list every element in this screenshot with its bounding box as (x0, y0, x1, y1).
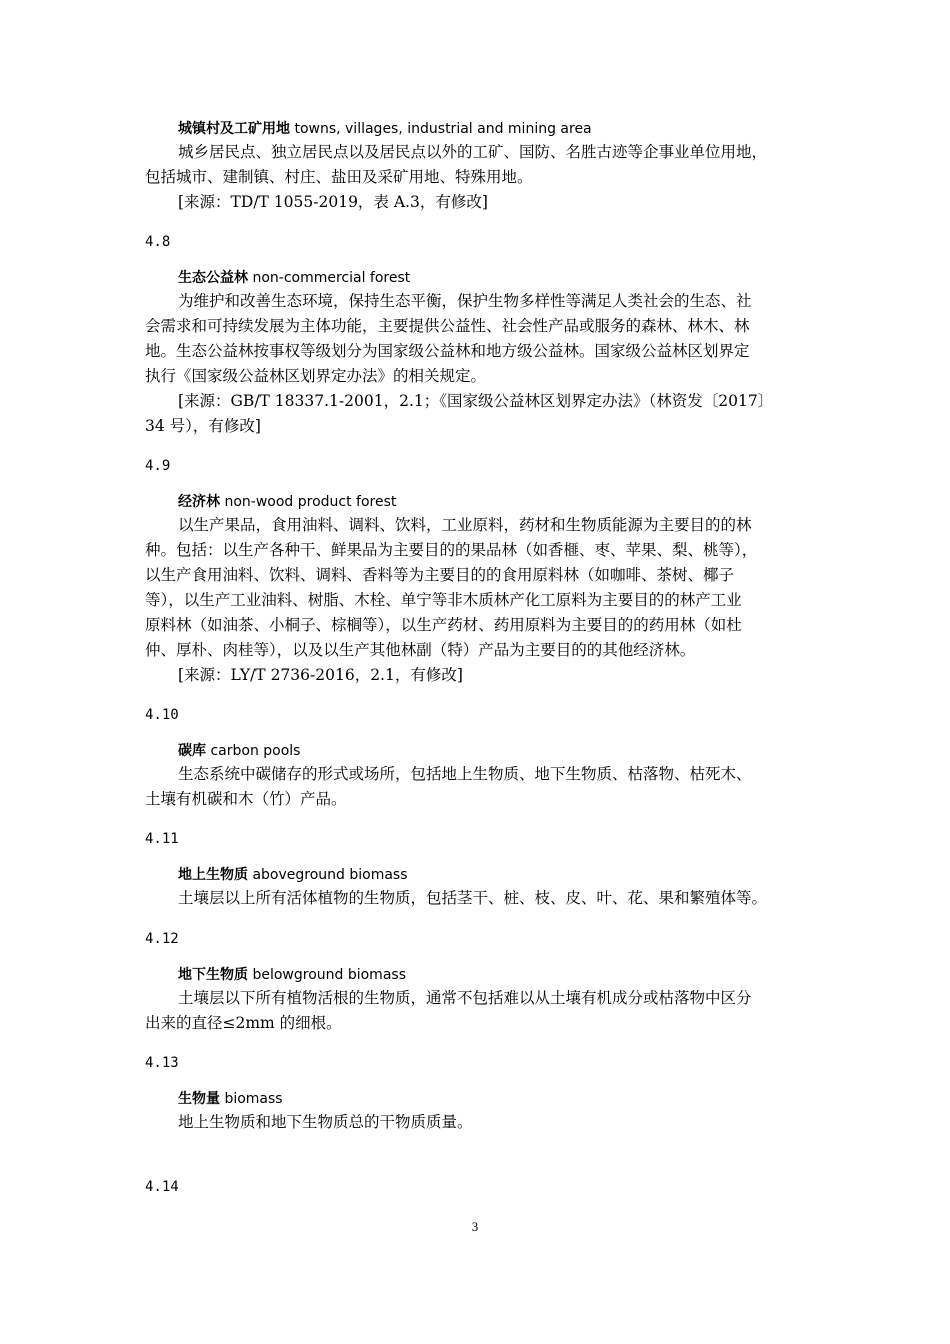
definition-line: 种。包括：以生产各种干、鲜果品为主要目的的果品林（如香榧、枣、苹果、梨、桃等）， (145, 541, 758, 559)
term-zh: 地下生物质 (178, 967, 248, 983)
term-en: non-commercial forest (252, 270, 411, 286)
term-heading (178, 1090, 283, 1108)
definition-line: 土壤有机碳和木（竹）产品。 (145, 790, 347, 808)
term-en: biomass (224, 1091, 283, 1107)
definition-line: 执行《国家级公益林区划界定办法》的相关规定。 (145, 367, 487, 385)
definition-line: 地。生态公益林按事权等级划分为国家级公益林和地方级公益林。国家级公益林区划界定 (145, 342, 750, 360)
term-en: towns, villages, industrial and mining area (294, 121, 592, 137)
term-zh: 经济林 (178, 494, 220, 510)
definition-line: 会需求和可持续发展为主体功能，主要提供公益性、社会性产品或服务的森林、林木、林 (145, 317, 750, 335)
definition-line: 包括城市、建制镇、村庄、盐田及采矿用地、特殊用地。 (145, 168, 533, 186)
term-heading (178, 493, 396, 511)
term-heading (178, 866, 408, 884)
definition-line: 城乡居民点、独立居民点以及居民点以外的工矿、国防、名胜古迹等企事业单位用地， (178, 143, 768, 161)
definition-line: 原料林（如油茶、小桐子、棕榈等），以生产药材、药用原料为主要目的的药用林（如杜 (145, 616, 742, 634)
definition-line: 土壤层以下所有植物活根的生物质，通常不包括难以从土壤有机成分或枯落物中区分 (178, 989, 752, 1007)
definition-line: 为维护和改善生态环境，保持生态平衡，保护生物多样性等满足人类社会的生态、社 (178, 292, 752, 310)
definition-line: 仲、厚朴、肉桂等），以及以生产其他林副（特）产品为主要目的的其他经济林。 (145, 641, 696, 659)
term-zh: 生态公益林 (178, 270, 248, 286)
definition-line: 以生产果品，食用油料、调料、饮料，工业原料，药材和生物质能源为主要目的的林 (178, 516, 752, 534)
term-heading (178, 966, 406, 984)
page-number: 3 (471, 1219, 479, 1234)
term-zh: 地上生物质 (178, 867, 248, 883)
term-en: aboveground biomass (252, 867, 408, 883)
source-note: [来源：LY/T 2736-2016，2.1，有修改] (178, 666, 463, 684)
clause-number: 4.13 (145, 1055, 179, 1071)
term-en: non-wood product forest (224, 494, 397, 510)
source-note: 34 号），有修改] (145, 417, 261, 435)
term-zh: 生物量 (178, 1091, 220, 1107)
definition-line: 生态系统中碳储存的形式或场所，包括地上生物质、地下生物质、枯落物、枯死木、 (178, 765, 752, 783)
clause-number: 4.9 (145, 458, 171, 474)
clause-number: 4.11 (145, 831, 179, 847)
term-en: belowground biomass (252, 967, 406, 983)
definition-line: 出来的直径≤2mm 的细根。 (145, 1014, 342, 1032)
clause-number: 4.8 (145, 234, 171, 250)
term-en: carbon pools (210, 743, 301, 759)
source-note: [来源：TD/T 1055-2019，表 A.3，有修改] (178, 193, 488, 211)
definition-line: 等），以生产工业油料、树脂、木栓、单宁等非木质林产化工原料为主要目的的林产工业 (145, 591, 742, 609)
clause-number: 4.14 (145, 1179, 179, 1195)
term-heading (178, 269, 410, 287)
definition-line: 以生产食用油料、饮料、调料、香料等为主要目的的食用原料林（如咖啡、茶树、椰子 (145, 566, 735, 584)
term-heading (178, 742, 300, 760)
clause-number: 4.10 (145, 707, 179, 723)
term-zh: 碳库 (178, 743, 206, 759)
source-note: [来源：GB/T 18337.1-2001，2.1；《国家级公益林区划界定办法》（林资发〔2017〕 (178, 392, 774, 410)
term-heading (178, 120, 592, 138)
clause-number: 4.12 (145, 931, 179, 947)
definition-line: 地上生物质和地下生物质总的干物质质量。 (178, 1113, 473, 1131)
definition-line: 土壤层以上所有活体植物的生物质，包括茎干、桩、枝、皮、叶、花、果和繁殖体等。 (178, 889, 768, 907)
term-zh: 城镇村及工矿用地 (178, 121, 290, 137)
